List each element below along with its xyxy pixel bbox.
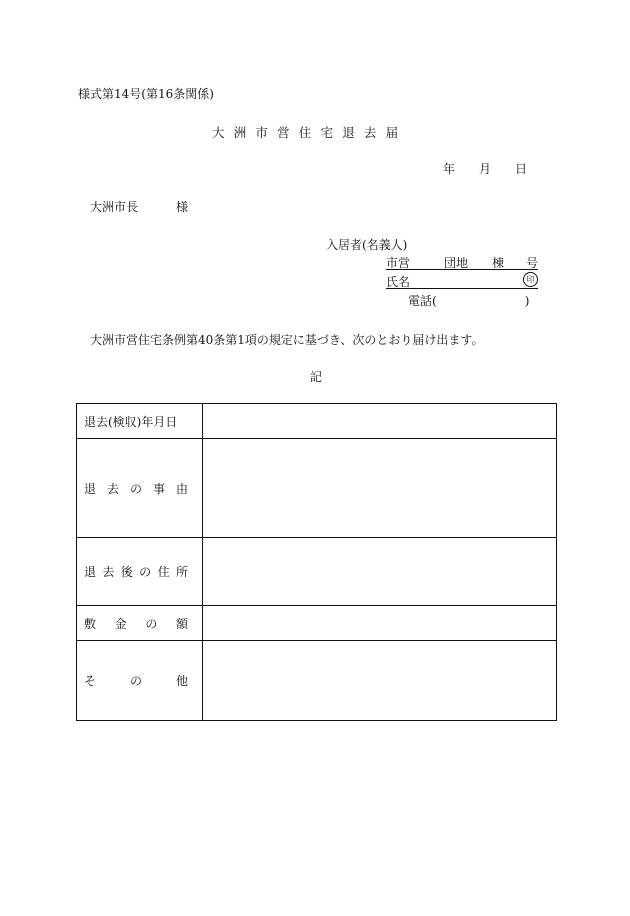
row-value-cell[interactable]: [203, 538, 557, 606]
statement-text: 大洲市営住宅条例第40条第1項の規定に基づき、次のとおり届け出ます。: [90, 333, 484, 347]
row-value-cell[interactable]: [203, 439, 557, 538]
addressee-name: 大洲市長: [90, 200, 139, 214]
row-label: 退 去 の 事 由: [84, 481, 188, 496]
table-row: [77, 404, 557, 439]
row-label: 敷 金 の 額: [84, 616, 188, 631]
table-row: [77, 439, 557, 538]
row-value-cell[interactable]: [203, 641, 557, 721]
addressee: [90, 198, 188, 215]
row-label-cell: [77, 439, 203, 538]
table-row: [77, 538, 557, 606]
phone-close: ): [524, 294, 530, 308]
year-label: 年: [443, 162, 456, 176]
row-label: 退 去 後 の 住 所: [84, 565, 188, 579]
address-part-gou: 号: [526, 256, 539, 270]
row-label-cell: [77, 641, 203, 721]
table-row: [77, 641, 557, 721]
row-label-cell: [77, 606, 203, 641]
name-label: 氏名: [386, 275, 411, 289]
table-row: [77, 606, 557, 641]
day-label: 日: [515, 162, 528, 176]
seal-mark: 印: [523, 272, 538, 287]
address-field[interactable]: [386, 254, 538, 270]
row-label: 退去(検収)年月日: [84, 414, 178, 429]
addressee-honorific: 様: [176, 200, 189, 214]
details-table: [76, 403, 557, 721]
month-label: 月: [479, 162, 492, 176]
form-code: 様式第14号(第16条関係): [78, 87, 214, 101]
row-label: そ の 他: [84, 674, 188, 688]
name-field[interactable]: [386, 273, 538, 289]
row-label-cell: [77, 538, 203, 606]
ki-heading: 記: [310, 370, 323, 384]
address-part-tou: 棟: [492, 256, 505, 270]
address-part-danchi: 団地: [444, 256, 469, 270]
document-title: 大洲市営住宅退去届: [212, 125, 408, 140]
row-value-cell[interactable]: [203, 606, 557, 641]
row-value-cell[interactable]: [203, 404, 557, 439]
phone-label: 電話(: [408, 294, 437, 308]
date-line: [443, 160, 527, 177]
resident-label: 入居者(名義人): [326, 238, 408, 252]
address-part-shiei: 市営: [386, 256, 411, 270]
phone-field[interactable]: [408, 292, 529, 309]
row-label-cell: [77, 404, 203, 439]
